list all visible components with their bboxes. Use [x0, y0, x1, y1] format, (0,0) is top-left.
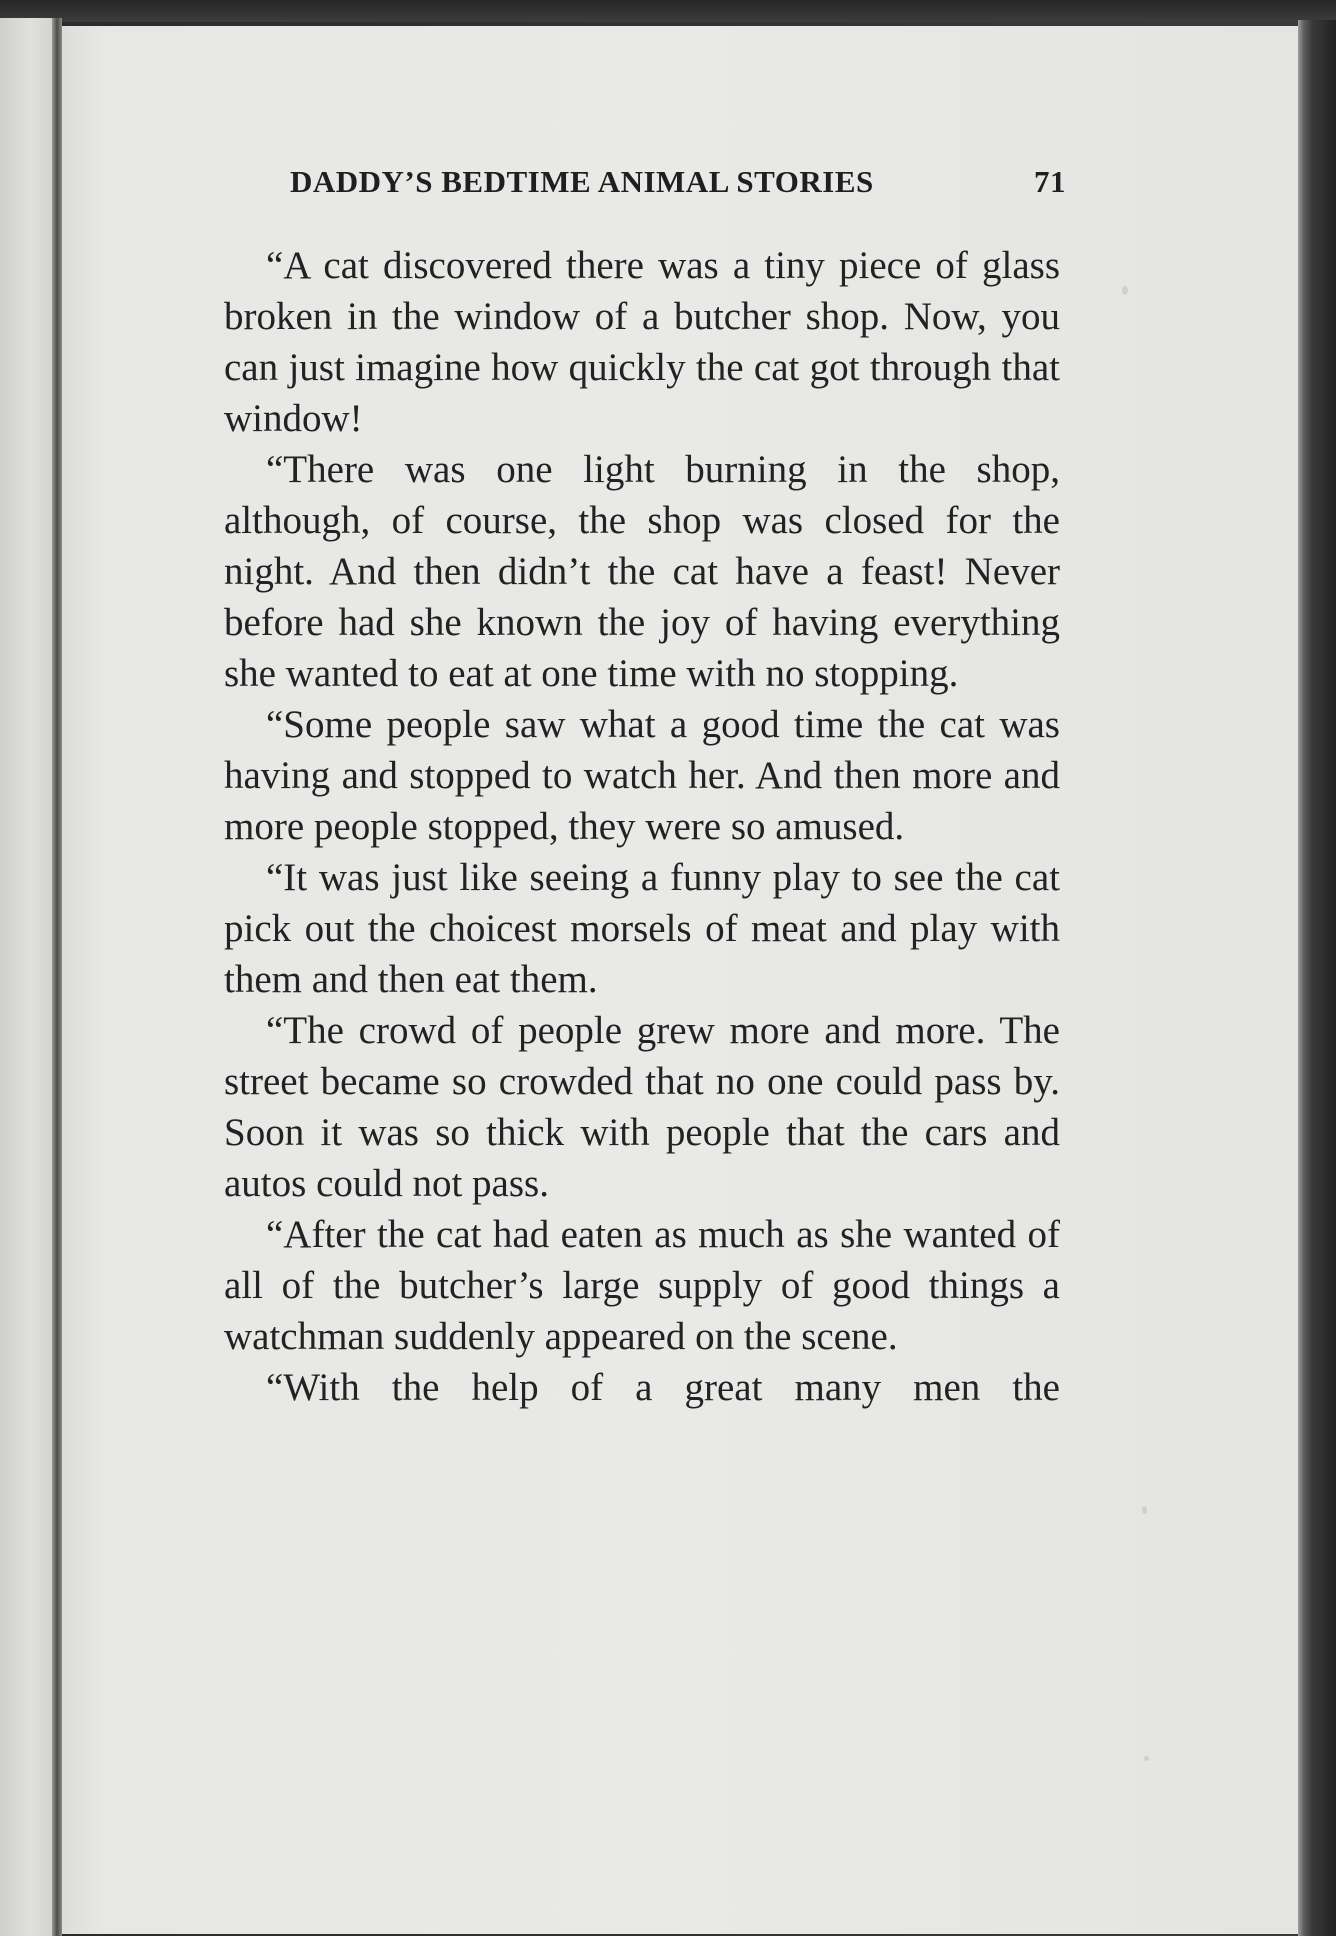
paper-speck — [1144, 1756, 1149, 1761]
paragraph: “With the help of a great many men the — [266, 1366, 1060, 1409]
paragraph: “It was just like seeing a funny play to see the cat pick out the choicest morsels of meat and play with them and then eat them. — [224, 856, 1060, 1001]
paragraph: “The crowd of people grew more and more. The street became so crowded that no one could pass by. Soon it was so thick with people that the cars and autos could not pass. — [224, 1009, 1060, 1205]
running-head-title: DADDY’S BEDTIME ANIMAL STORIES — [290, 164, 874, 199]
paragraph: “Some people saw what a good time the cat was having and stopped to watch her. And then more and more people stopped, they were so amused. — [224, 703, 1060, 848]
paragraph: “There was one light burning in the shop, although, of course, the shop was closed for the night. And then didn’t the cat have a feast! Never before had she known the joy of having everything she wanted to eat at one time with no stopping. — [224, 448, 1060, 695]
facing-page-edge — [0, 18, 60, 1936]
paragraph: “A cat discovered there was a tiny piece of glass broken in the window of a butcher shop. Now, you can just imagine how quickly the cat got through that window! — [224, 244, 1060, 440]
scan-top-edge — [0, 0, 1336, 22]
body-text — [224, 240, 1060, 1413]
paper-speck — [1142, 1506, 1147, 1514]
paper-speck — [1122, 286, 1128, 295]
page-right-edge — [1298, 20, 1336, 1936]
page-number: 71 — [1034, 164, 1066, 199]
book-gutter — [52, 18, 62, 1936]
paragraph: “After the cat had eaten as much as she wanted of all of the butcher’s large supply of good things a watchman suddenly appeared on the scene. — [224, 1213, 1060, 1358]
running-head — [290, 160, 1066, 204]
